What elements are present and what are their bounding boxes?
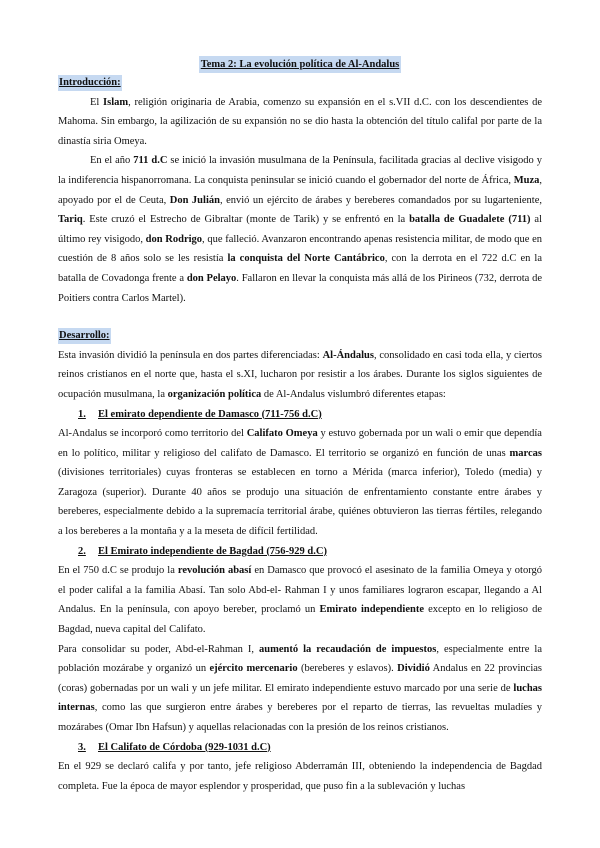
bold-text-run: luchas internas	[58, 682, 542, 714]
document-title: Tema 2: La evolución política de Al-Andalus	[199, 56, 402, 73]
text-run: En el año	[90, 155, 134, 167]
text-run: Andalus en 22 provincias (coras) gobernadas por un wali y un jefe militar. El emirato independiente estuvo marcado por una serie de	[58, 663, 542, 694]
text-run: , apoyado por el de Ceuta,	[58, 174, 542, 206]
bold-text-run: Dividió	[397, 663, 430, 675]
bold-text-run: Islam	[103, 96, 129, 108]
section-1-paragraph-1	[58, 424, 542, 542]
section-1-heading	[78, 405, 542, 425]
section-2-heading	[78, 542, 542, 562]
text-run: al último rey visigodo,	[58, 214, 542, 245]
bold-text-run: organización política	[167, 388, 262, 400]
section-3-heading	[78, 738, 542, 758]
section-2-number: 2.	[78, 545, 86, 557]
text-run: , religión originaria de Arabia, comenzo su expansión en el s.VII d.C. con los descendientes de Mahoma. Sin embargo, la agilización de su expansión no se dio hasta la obtención del título califal por parte de la dinastía siria Omeya.	[58, 96, 543, 147]
text-run: El	[90, 96, 104, 108]
text-run: En el 929 se declaró califa y por tanto, jefe religioso Abderramán III, obteniendo la independencia de Bagdad completa. Fue la época de mayor esplendor y prosperidad, que puso fin a la sublevación y luchas	[58, 761, 542, 792]
intro-heading: Introducción:	[58, 75, 122, 91]
intro-heading-wrap	[58, 73, 542, 93]
bold-text-run: batalla de Guadalete (711)	[409, 214, 531, 226]
bold-text-run: Muza	[513, 174, 540, 186]
bold-text-run: don Pelayo	[186, 272, 237, 284]
text-run: . Este cruzó el Estrecho de Gibraltar (monte de Tarik) y se enfrentó en la	[82, 214, 410, 226]
intro-paragraph-1	[58, 93, 542, 152]
section-2-title: El Emirato independiente de Bagdad (756-929 d.C)	[98, 545, 327, 557]
text-run: , envió un ejército de árabes y bereberes comandados por su lugarteniente,	[219, 194, 542, 206]
text-run: y estuvo gobernada por un wali o emir que dependía en lo político, militar y religioso del califato de Damasco. El territorio se organizó en función de unas	[58, 428, 542, 459]
text-run: de Al-Andalus vislumbró diferentes etapas:	[261, 388, 446, 400]
section-2-paragraph-2	[58, 640, 542, 738]
spacer	[58, 308, 542, 326]
section-1-number: 1.	[78, 408, 86, 420]
bold-text-run: Al-Ándalus	[322, 349, 374, 361]
text-run: Esta invasión dividió la península en dos partes diferenciadas:	[58, 349, 323, 361]
bold-text-run: 711 d.C	[133, 155, 168, 167]
bold-text-run: Don Julián	[169, 194, 220, 206]
text-run: , con la derrota en el 722 d.C en la batalla de Covadonga frente a	[58, 253, 542, 284]
text-run: excepto en lo religioso de Bagdad, nueva capital del Califato.	[58, 604, 542, 636]
bold-text-run: Tariq	[58, 214, 83, 226]
text-run: se inició la invasión musulmana de la Península, facilitada gracias al declive visigodo y la indiferencia hispanorromana. La conquista peninsular se inició cuando el gobernador del norte de África,	[58, 155, 543, 186]
bold-text-run: Califato Omeya	[246, 428, 318, 440]
text-run: en Damasco que provocó el asesinato de la familia Omeya y otorgó el poder califal a la familia Abasí. Tan solo Abd-el- Rahman I y unos familiares lograron escapar, llegando a Al Andalus. En la península, con apoyo bereber, proclamó un	[58, 565, 542, 616]
bold-text-run: ejército mercenario	[209, 663, 298, 675]
desarrollo-heading-wrap	[58, 326, 542, 346]
text-run: , especialmente entre la población mozárabe y organizó un	[58, 643, 542, 675]
section-3-title: El Califato de Córdoba (929-1031 d.C)	[98, 741, 271, 753]
text-run: , consolidado en casi toda ella, y ciertos reinos cristianos en el norte que, hasta el s.XI, lucharon por resistir a los árabes. Durante los siglos siguientes de ocupación musulmana, la	[58, 349, 542, 400]
text-run: (bereberes y eslavos).	[297, 663, 398, 675]
text-run: Para consolidar su poder, Abd-el-Rahman I,	[58, 643, 260, 655]
section-3-number: 3.	[78, 741, 86, 753]
section-3-paragraph-1	[58, 757, 542, 796]
bold-text-run: aumentó la recaudación de impuestos	[259, 643, 437, 655]
bold-text-run: don Rodrigo	[145, 233, 203, 245]
bold-text-run: Emirato independiente	[319, 604, 424, 616]
desarrollo-heading: Desarrollo:	[58, 328, 111, 344]
bold-text-run: la conquista del Norte Cantábrico	[227, 253, 385, 265]
bold-text-run: marcas	[509, 447, 542, 459]
bold-text-run: revolución abasí	[177, 565, 252, 577]
intro-paragraph-2	[58, 151, 542, 308]
text-run: . Fallaron en llevar la conquista más allá de los Pirineos (732, derrota de Poitiers contra Carlos Martel).	[58, 272, 543, 304]
desarrollo-paragraph-1	[58, 346, 542, 405]
section-2-paragraph-1	[58, 561, 542, 639]
text-run: , como las que surgieron entre árabes y bereberes por el reparto de tierras, las revueltas muladíes y mozárabes (Omar Ibn Hafsun) y aquellas relacionadas con la presión de los reinos cristianos.	[58, 702, 542, 733]
text-run: Al-Andalus se incorporó como territorio del	[58, 428, 247, 440]
text-run: En el 750 d.C se produjo la	[58, 565, 178, 577]
section-1-title: El emirato dependiente de Damasco (711-756 d.C)	[98, 408, 322, 420]
text-run: , que falleció. Avanzaron encontrando apenas resistencia militar, de modo que en cuestión de 8 años solo se les resistía	[58, 233, 543, 265]
text-run: (divisiones territoriales) cuyas fronteras se establecen en torno a Mérida (marca inferior), Toledo (media) y Zaragoza (superior). Durante 40 años se produjo una situación de enfrentamiento constante entre árabes y bereberes, especialmente debido a la supremacía territorial árabe, quiénes obtuvieron las tierras fértiles, relegando a los bereberes a la montaña y a la meseta de difícil fertilidad.	[58, 467, 542, 538]
